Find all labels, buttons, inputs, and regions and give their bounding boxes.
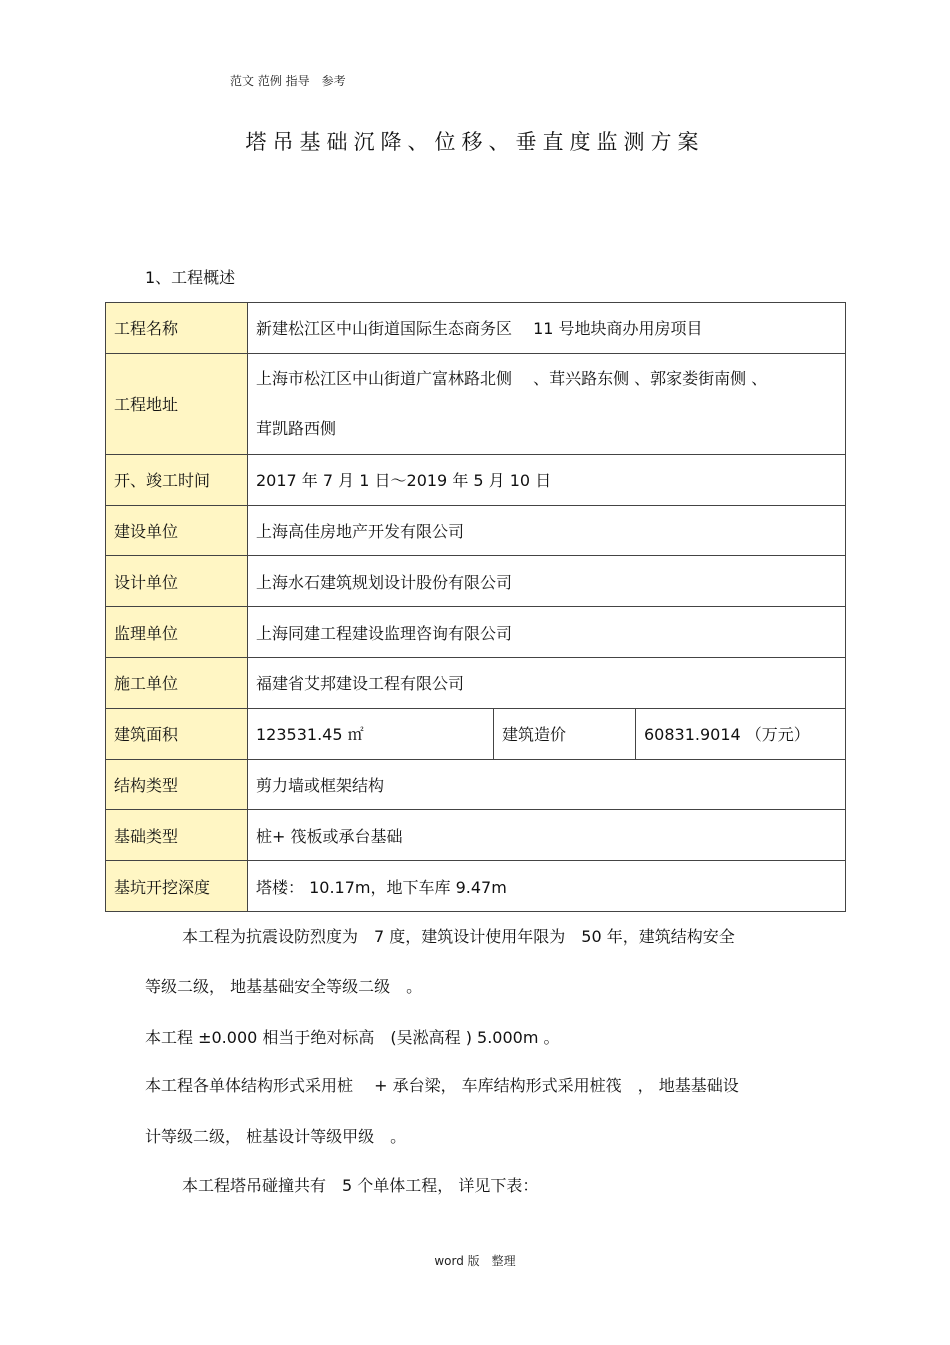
contractor-value: 福建省艾邦建设工程有限公司: [248, 657, 846, 708]
project-name-label: 工程名称: [106, 303, 248, 354]
paragraph-crane-count: 本工程塔吊碰撞共有 5 个单体工程， 详见下表：: [182, 1176, 539, 1195]
foundation-label: 基础类型: [106, 810, 248, 861]
supervisor-value: 上海同建工程建设监理咨询有限公司: [248, 607, 846, 658]
table-row: [106, 556, 846, 607]
paragraph-structure-line2: 计等级二级， 桩基设计等级甲级 。: [145, 1127, 407, 1146]
structure-label: 结构类型: [106, 759, 248, 810]
foundation-value: 桩+ 筏板或承台基础: [248, 810, 846, 861]
project-address-label: 工程地址: [106, 353, 248, 454]
schedule-value: 2017 年 7 月 1 日～2019 年 5 月 10 日: [248, 454, 846, 505]
footer-note: word 版 整理: [434, 1254, 516, 1268]
paragraph-structure-line1: 本工程各单体结构形式采用桩 + 承台梁， 车库结构形式采用桩筏 ， 地基基础设: [145, 1076, 739, 1095]
structure-value: 剪力墙或框架结构: [248, 759, 846, 810]
area-value: 123531.45 ㎡: [248, 708, 494, 759]
developer-value: 上海高佳房地产开发有限公司: [248, 505, 846, 556]
excavation-label: 基坑开挖深度: [106, 861, 248, 912]
paragraph-seismic-line1: 本工程为抗震设防烈度为 7 度，建筑设计使用年限为 50 年，建筑结构安全: [182, 927, 735, 946]
table-row: [106, 708, 846, 759]
excavation-value: 塔楼： 10.17m，地下车库 9.47m: [248, 861, 846, 912]
table-row: [106, 454, 846, 505]
paragraph-elevation: 本工程 ±0.000 相当于绝对标高 (吴淞高程 ) 5.000m 。: [145, 1028, 560, 1047]
supervisor-label: 监理单位: [106, 607, 248, 658]
table-row: [106, 759, 846, 810]
developer-label: 建设单位: [106, 505, 248, 556]
paragraph-seismic-line2: 等级二级， 地基基础安全等级二级 。: [145, 977, 423, 996]
table-row: [106, 353, 846, 454]
document-title: 塔吊基础沉降、位移、垂直度监测方案: [245, 130, 705, 154]
area-label: 建筑面积: [106, 708, 248, 759]
project-address-line2: 茸凯路西侧: [256, 418, 337, 438]
project-overview-table: [105, 302, 846, 912]
project-address-line1: 上海市松江区中山街道广富林路北侧 、茸兴路东侧 、郭家娄街南侧 、: [256, 368, 768, 388]
table-row: [106, 657, 846, 708]
cost-value: 60831.9014 （万元）: [636, 708, 846, 759]
table-row: [106, 861, 846, 912]
project-name-value: 新建松江区中山街道国际生态商务区 11 号地块商办用房项目: [248, 303, 846, 354]
section-heading: 1、工程概述: [145, 268, 236, 287]
header-note: 范文 范例 指导 参考: [230, 74, 346, 88]
table-row: [106, 607, 846, 658]
cost-label: 建筑造价: [494, 708, 636, 759]
table-row: [106, 303, 846, 354]
designer-value: 上海水石建筑规划设计股份有限公司: [248, 556, 846, 607]
table-row: [106, 505, 846, 556]
contractor-label: 施工单位: [106, 657, 248, 708]
designer-label: 设计单位: [106, 556, 248, 607]
table-row: [106, 810, 846, 861]
project-address-value: [248, 353, 846, 454]
schedule-label: 开、竣工时间: [106, 454, 248, 505]
